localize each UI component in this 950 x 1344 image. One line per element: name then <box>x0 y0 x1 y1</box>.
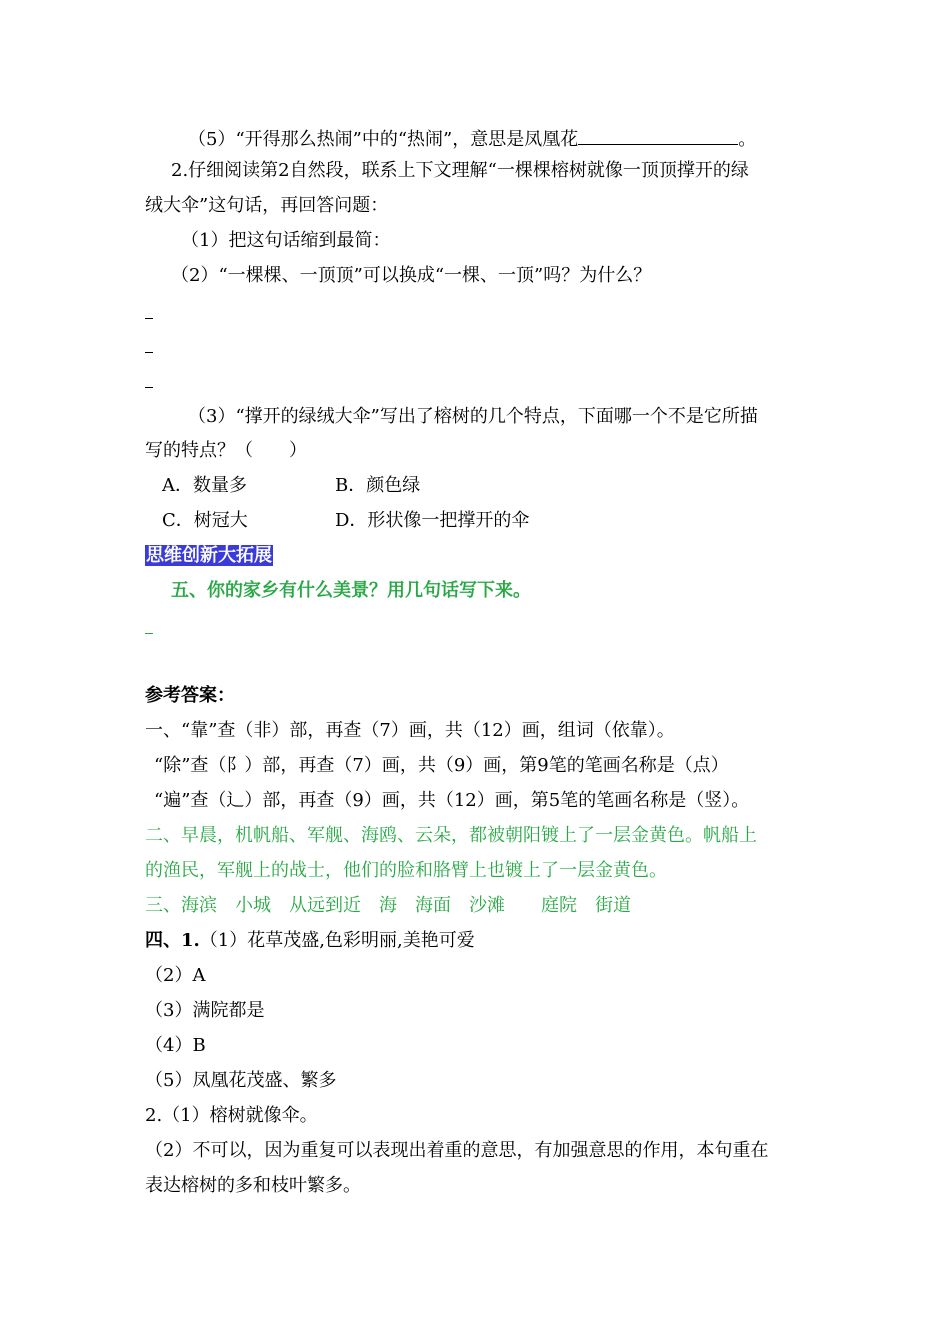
answer-line-2[interactable] <box>145 352 153 353</box>
question-five: 五、你的家乡有什么美景？用几句话写下来。 <box>171 580 531 601</box>
answer-four-1 <box>145 929 475 953</box>
option-c: C．树冠大 <box>162 510 248 531</box>
answer-two-line2: 的渔民，军舰上的战士，他们的脸和胳臂上也镀上了一层金黄色。 <box>145 860 667 881</box>
section-title-text: 思维创新大拓展 <box>146 545 272 566</box>
answers-heading: 参考答案： <box>145 685 235 706</box>
option-b: B．颜色绿 <box>335 475 421 496</box>
answer-two-line1: 二、早晨，机帆船、军舰、海鸥、云朵，都被朝阳镀上了一层金黄色。帆船上 <box>145 825 757 846</box>
question-5 <box>188 126 756 152</box>
question-2-3-line2: 写的特点？（ ） <box>145 440 307 461</box>
answer-one-1-text: 一、“靠”查（非）部，再查（7）画，共（12）画，组词（依靠）。 <box>145 720 675 741</box>
option-d: D．形状像一把撑开的伞 <box>335 510 530 531</box>
answer-line-1[interactable] <box>145 318 153 319</box>
answer-three: 三、海滨 小城 从远到近 海 海面 沙滩 庭院 街道 <box>145 895 631 916</box>
answer-line-green[interactable] <box>145 633 153 634</box>
option-a: A．数量多 <box>162 475 247 496</box>
answer-four-prefix: 四、1. <box>145 930 200 951</box>
answer-2-1: 2.（1）榕树就像伞。 <box>145 1105 318 1126</box>
answer-four-1-text: （1）花草茂盛,色彩明丽,美艳可爱 <box>199 930 475 951</box>
answer-four-4: （4）B <box>145 1035 206 1056</box>
question-2-2: （2）“一棵棵、一顶顶”可以换成“一棵、一顶”吗？为什么？ <box>171 265 652 286</box>
question-5-text: （5）“开得那么热闹”中的“热闹”，意思是凤凰花 <box>188 129 579 150</box>
answer-blank[interactable] <box>578 126 738 145</box>
question-2-intro-line1: 2.仔细阅读第2自然段，联系上下文理解“一棵棵榕树就像一顶顶撑开的绿 <box>171 160 749 181</box>
answer-one-1 <box>145 719 675 743</box>
answer-2-2-line1: （2）不可以，因为重复可以表现出着重的意思，有加强意思的作用，本句重在 <box>145 1140 769 1161</box>
section-title <box>145 544 273 568</box>
answer-line-3[interactable] <box>145 387 153 388</box>
answer-four-3: （3）满院都是 <box>145 1000 265 1021</box>
answer-2-2-line2: 表达榕树的多和枝叶繁多。 <box>145 1175 361 1196</box>
answer-four-2: （2）A <box>145 965 206 986</box>
answer-one-3: “遍”查（辶）部，再查（9）画，共（12）画，第5笔的笔画名称是（竖）。 <box>154 790 750 811</box>
question-2-intro-line2: 绒大伞”这句话，再回答问题： <box>145 195 389 216</box>
question-2-1: （1）把这句话缩到最简： <box>181 230 391 251</box>
question-2-3-line1: （3）“撑开的绿绒大伞”写出了榕树的几个特点，下面哪一个不是它所描 <box>188 406 758 427</box>
answer-four-5: （5）凤凰花茂盛、繁多 <box>145 1070 337 1091</box>
question-5-end: 。 <box>738 129 757 150</box>
answer-one-2: “除”查（阝）部，再查（7）画，共（9）画，第9笔的笔画名称是（点） <box>154 755 729 776</box>
